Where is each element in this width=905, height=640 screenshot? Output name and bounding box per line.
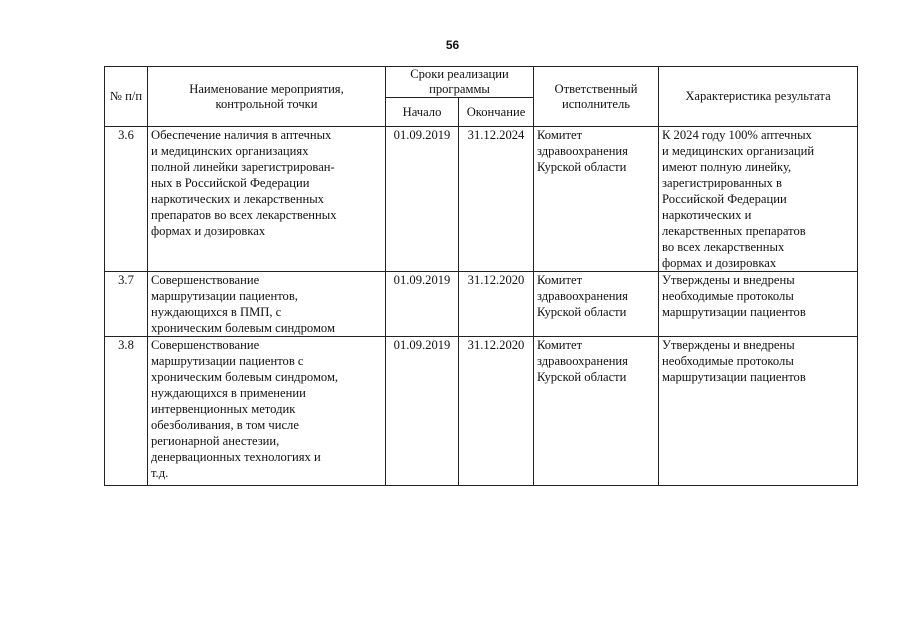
row-name: Обеспечение наличия в аптечных и медицинских организациях полной линейки зарегистрирован- ных в Российской Федерации наркотических и лекарственных препаратов во всех лекарственных формах и дозировках <box>148 127 386 272</box>
row-start: 01.09.2019 <box>386 127 459 272</box>
row-num: 3.8 <box>105 337 148 486</box>
table-row <box>105 337 858 486</box>
row-start: 01.09.2019 <box>386 272 459 337</box>
header-responsible: Ответственный исполнитель <box>534 67 659 127</box>
row-result: Утверждены и внедрены необходимые протоколы маршрутизации пациентов <box>659 272 858 337</box>
header-result: Характеристика результата <box>659 67 858 127</box>
row-responsible: Комитет здравоохранения Курской области <box>534 127 659 272</box>
header-num: № п/п <box>105 67 148 127</box>
program-table <box>104 66 858 486</box>
header-name: Наименование мероприятия, контрольной точки <box>148 67 386 127</box>
row-name: Совершенствование маршрутизации пациентов, нуждающихся в ПМП, с хроническим болевым синдромом <box>148 272 386 337</box>
page-number: 56 <box>445 38 460 52</box>
row-name: Совершенствование маршрутизации пациентов с хроническим болевым синдромом, нуждающихся в применении интервенционных методик обезболивания, в том числе регионарной анестезии, денервационных технологиях и т.д. <box>148 337 386 486</box>
table-row <box>105 127 858 272</box>
header-start: Начало <box>386 98 459 127</box>
header-end: Окончание <box>459 98 534 127</box>
row-result: Утверждены и внедрены необходимые протоколы маршрутизации пациентов <box>659 337 858 486</box>
row-num: 3.7 <box>105 272 148 337</box>
row-responsible: Комитет здравоохранения Курской области <box>534 337 659 486</box>
row-result: К 2024 году 100% аптечных и медицинских организаций имеют полную линейку, зарегистрированных в Российской Федерации наркотических и лекарственных препаратов во всех лекарственных формах и дозировках <box>659 127 858 272</box>
row-end: 31.12.2024 <box>459 127 534 272</box>
row-responsible: Комитет здравоохранения Курской области <box>534 272 659 337</box>
row-start: 01.09.2019 <box>386 337 459 486</box>
table-body <box>105 127 858 486</box>
row-end: 31.12.2020 <box>459 272 534 337</box>
row-num: 3.6 <box>105 127 148 272</box>
header-row-top <box>105 67 858 98</box>
header-dates: Сроки реализации программы <box>386 67 534 98</box>
row-end: 31.12.2020 <box>459 337 534 486</box>
table-row <box>105 272 858 337</box>
table-header <box>105 67 858 127</box>
